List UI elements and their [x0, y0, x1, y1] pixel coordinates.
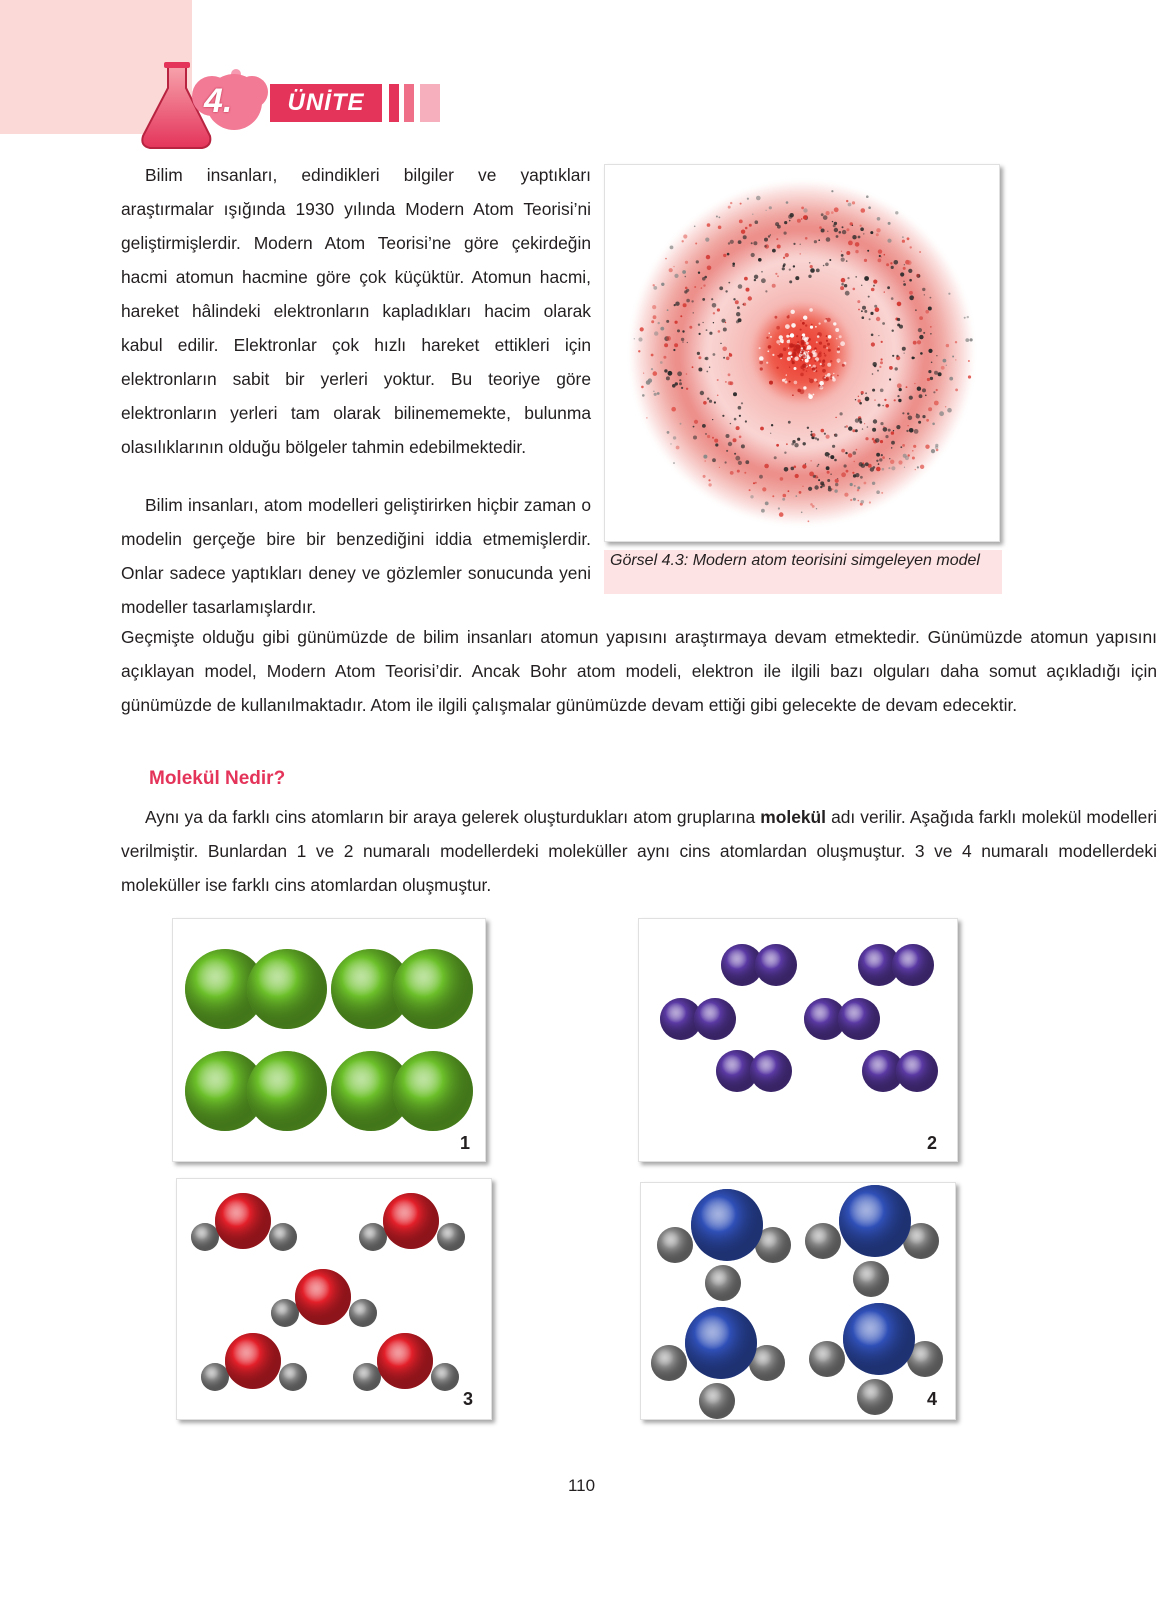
unit-label: ÜNİTE: [270, 84, 382, 122]
atom-shading: [247, 949, 327, 1029]
header-stripe: [420, 84, 440, 122]
hydrogen-atom-shading: [271, 1299, 299, 1327]
hydrogen-atom-shading: [699, 1383, 735, 1419]
hydrogen-atom-shading: [359, 1223, 387, 1251]
oxygen-atom-shading: [383, 1193, 439, 1249]
model-number: 4: [927, 1389, 938, 1409]
page-number: 110: [567, 1476, 596, 1495]
atom-shading: [393, 949, 473, 1029]
bold-term: molekül: [760, 807, 826, 827]
oxygen-atom-shading: [225, 1333, 281, 1389]
molecule-model-1: [172, 918, 486, 1162]
oxygen-atom-shading: [215, 1193, 271, 1249]
paragraph-models: Bilim insanları, atom modelleri geliştirirken hiçbir zaman o modelin gerçeğe bire bir benzediğini iddia etmemişlerdir. Onlar sadece yaptıkları deney ve gözlemler sonucunda yeni modeller tasarlamışlardır.: [121, 495, 591, 617]
atom-shading: [892, 944, 934, 986]
ammonia-molecules: [641, 1183, 955, 1419]
hydrogen-atom-shading: [809, 1341, 845, 1377]
hydrogen-atom-shading: [437, 1223, 465, 1251]
atom-shading: [247, 1051, 327, 1131]
text-segment: Aynı ya da farklı cins atomların bir araya gelerek oluşturdukları atom gruplarına: [145, 807, 761, 827]
atom-shading: [896, 1050, 938, 1092]
atom-shading: [838, 998, 880, 1040]
oxygen-atom-shading: [295, 1269, 351, 1325]
unit-number: 4.: [204, 82, 233, 120]
atom-shading: [755, 944, 797, 986]
hydrogen-atom-shading: [279, 1363, 307, 1391]
hydrogen-atom-shading: [805, 1223, 841, 1259]
hydrogen-atom-shading: [853, 1261, 889, 1297]
hydrogen-atom-shading: [269, 1223, 297, 1251]
hydrogen-atom-shading: [857, 1379, 893, 1415]
atom-shading: [750, 1050, 792, 1092]
hydrogen-atom-shading: [657, 1227, 693, 1263]
paragraph-molecule-definition: [121, 800, 1157, 902]
oxygen-atom-shading: [377, 1333, 433, 1389]
model-number: 3: [463, 1389, 474, 1409]
molecule-model-2: [638, 918, 958, 1162]
electron-cloud-illustration: [605, 165, 999, 541]
molecule-model-3: [176, 1178, 492, 1420]
modern-atom-figure: [604, 164, 1000, 542]
hydrogen-atom-shading: [349, 1299, 377, 1327]
section-heading: Molekül Nedir?: [149, 768, 286, 789]
nitrogen-atom-shading: [843, 1303, 915, 1375]
model-number: 2: [927, 1133, 938, 1153]
nitrogen-atom-shading: [691, 1189, 763, 1261]
water-molecules: [177, 1179, 491, 1419]
green-diatomic-molecules: [173, 919, 485, 1161]
hydrogen-atom-shading: [705, 1265, 741, 1301]
header-stripe: [389, 84, 399, 122]
atom-shading: [694, 998, 736, 1040]
model-number: 1: [460, 1133, 471, 1153]
text-segment: adı verilir. Aşağıda farklı molekül modelleri verilmiştir. Bunlardan 1 ve 2 numaralı modellerdeki moleküller aynı cins atomlardan oluşmuştur. 3 ve 4 numaralı modellerdeki moleküller ise farklı cins atomlardan oluşmuştur.: [121, 807, 1157, 895]
hydrogen-atom-shading: [431, 1363, 459, 1391]
figure-caption: Görsel 4.3: Modern atom teorisini simgeleyen model: [604, 550, 1002, 594]
hydrogen-atom-shading: [651, 1345, 687, 1381]
paragraph-modern-atom: Bilim insanları, edindikleri bilgiler ve yaptıkları araştırmalar ışığında 1930 yılında Modern Atom Teorisi’ni geliştirmişlerdir. Modern Atom Teorisi’ne göre çekirdeğin hacmi atomun hacmine göre çok küçüktür. Atomun hacmi, hareket hâlindeki elektronların kapladıkları hacim olarak kabul edilir. Elektronlar çok hızlı hareket ettikleri için elektronların sabit bir yerleri yoktur. Bu teoriye göre elektronların yerleri tam olarak bilinememekte, bulunma olasılıklarının olduğu bölgeler tahmin edebilmektedir.: [121, 165, 591, 457]
molecule-model-4: [640, 1182, 956, 1420]
purple-diatomic-molecules: [639, 919, 957, 1161]
nitrogen-atom-shading: [685, 1307, 757, 1379]
nitrogen-atom-shading: [839, 1185, 911, 1257]
header-stripe: [404, 84, 414, 122]
paragraph-present-day: Geçmişte olduğu gibi günümüzde de bilim insanları atomun yapısını araştırmaya devam etmektedir. Günümüzde atomun yapısını açıklayan model, Modern Atom Teorisi’dir. Ancak Bohr atom modeli, elektron ile ilgili bazı olguları daha somut açıkladığı için günümüzde de kullanılmaktadır. Atom ile ilgili çalışmalar günümüzde devam ettiği gibi gelecekte de devam edecektir.: [121, 627, 1157, 715]
hydrogen-atom-shading: [191, 1223, 219, 1251]
atom-shading: [393, 1051, 473, 1131]
hydrogen-atom-shading: [353, 1363, 381, 1391]
hydrogen-atom-shading: [201, 1363, 229, 1391]
